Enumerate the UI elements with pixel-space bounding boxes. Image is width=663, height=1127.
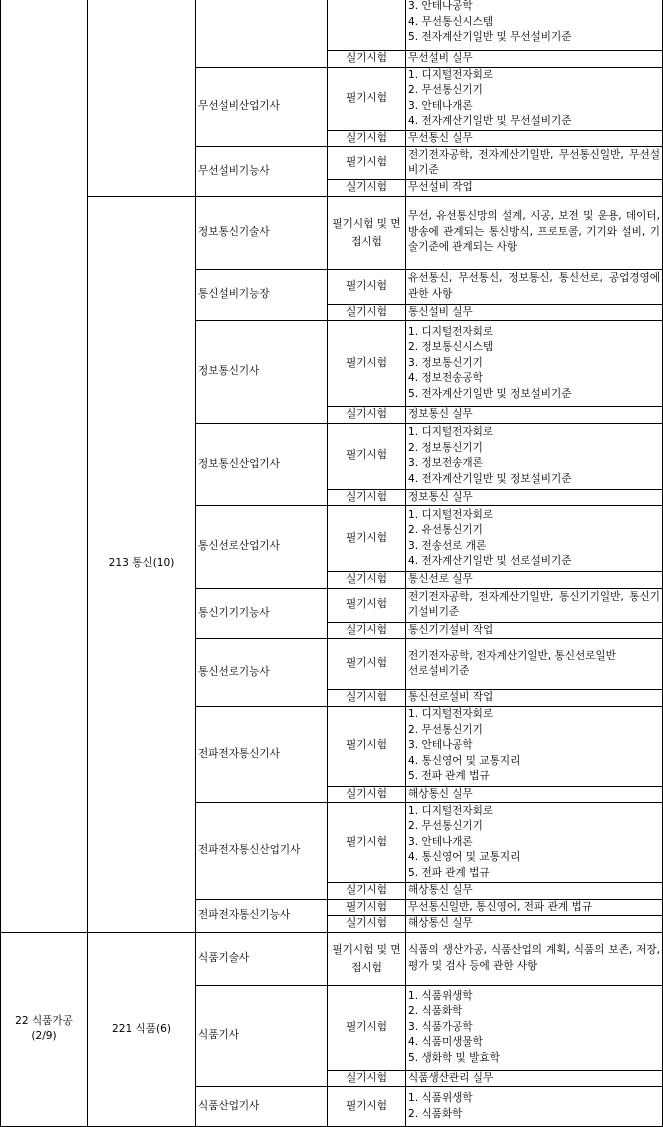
exam-type-written: 필기시험 xyxy=(328,147,406,180)
exam-type-practical: 실기시험 xyxy=(328,407,406,424)
subject-cell xyxy=(406,304,663,321)
subject-line: 3. 안테나개론 xyxy=(408,99,473,112)
exam-type-written: 필기시험 xyxy=(328,899,406,916)
exam-type-practical: 실기시험 xyxy=(328,916,406,933)
subject-cell xyxy=(406,572,663,589)
exam-type-practical: 실기시험 xyxy=(328,130,406,147)
exam-type-written: 필기시험 xyxy=(328,506,406,572)
qualification-name: 통신기기기능사 xyxy=(196,588,328,639)
subject-line: 4. 전자계산기일반 및 선로설비기준 xyxy=(408,555,572,567)
subject-line: 무선통신 실무 xyxy=(408,131,473,144)
subject-cell xyxy=(406,51,663,68)
subject-line: 4. 전자계산기일반 및 정보설비기준 xyxy=(408,472,572,485)
subject-line: 3. 전송선로 개론 xyxy=(408,539,487,552)
subject-line: 1. 디지털전자회로 xyxy=(408,804,494,817)
subject-cell xyxy=(406,147,663,180)
subject-line: 5. 전자계산기일반 및 무선설비기준 xyxy=(408,31,572,44)
subject-line: 1. 디지털전자회로 xyxy=(408,708,494,721)
subject-cell xyxy=(406,407,663,424)
subject-line: 4. 무선통신시스템 xyxy=(408,15,494,28)
subject-line: 4. 정보전송공학 xyxy=(408,372,483,385)
exam-type-practical: 실기시험 xyxy=(328,572,406,589)
subject-line: 선로설비기준 xyxy=(408,665,470,677)
subject-line: 2. 무선통신기기 xyxy=(408,723,483,736)
exam-type-written: 필기시험 xyxy=(328,639,406,690)
subject-cell xyxy=(406,489,663,506)
subject-line: 2. 식품화학 xyxy=(408,1107,463,1120)
qualification-name: 통신선로산업기사 xyxy=(196,506,328,589)
subject-line: 3. 정보통신기기 xyxy=(408,356,483,369)
exam-type-written: 필기시험 xyxy=(328,706,406,786)
subject-cell xyxy=(406,899,663,916)
subject-line: 무선통신일반, 통신영어, 전파 관계 법규 xyxy=(408,900,592,913)
qualification-name: 식품기사 xyxy=(196,985,328,1087)
subject-cell xyxy=(406,883,663,900)
subject-cell xyxy=(406,622,663,639)
subject-line: 3. 정보전송개론 xyxy=(408,457,483,469)
subject-line: 2. 유선통신기기 xyxy=(408,524,483,536)
subject-cell xyxy=(406,803,663,883)
exam-type-written: 필기시험 xyxy=(328,269,406,304)
subject-line: 식품생산관리 실무 xyxy=(408,1071,494,1084)
subject-line: 유선통신, 무선통신, 정보통신, 통신선로, 공업경영에 관한 사항 xyxy=(408,272,660,300)
qualification-name xyxy=(196,0,328,67)
qualification-name: 전파전자통신기사 xyxy=(196,706,328,803)
exam-type-practical: 실기시험 xyxy=(328,51,406,68)
subject-cell xyxy=(406,786,663,803)
subject-cell xyxy=(406,180,663,197)
qualification-name: 통신선로기능사 xyxy=(196,639,328,707)
subject-line: 통신선로 실무 xyxy=(408,573,473,585)
subject-line: 1. 디지털전자회로 xyxy=(408,508,494,521)
qualification-name: 식품기술사 xyxy=(196,932,328,985)
exam-type-written: 필기시험 xyxy=(328,588,406,622)
subject-cell xyxy=(406,423,663,489)
subject-line: 무선설비 실무 xyxy=(408,52,473,64)
qualification-name: 무선설비기능사 xyxy=(196,147,328,197)
exam-type-practical: 실기시험 xyxy=(328,304,406,321)
exam-type-written: 필기시험 xyxy=(328,985,406,1070)
minor-category-cell: 221 식품(6) xyxy=(88,932,196,1127)
qualification-name: 통신설비기능장 xyxy=(196,269,328,321)
exam-type-practical: 실기시험 xyxy=(328,883,406,900)
major-category-cell xyxy=(1,0,88,932)
subject-line: 3. 식품가공학 xyxy=(408,1020,473,1033)
subject-cell xyxy=(406,321,663,407)
subject-line: 통신설비 실무 xyxy=(408,305,473,318)
exam-type-written: 필기시험 xyxy=(328,423,406,489)
exam-type-cell xyxy=(328,0,406,51)
subject-cell xyxy=(406,690,663,707)
subject-line: 2. 무선통신기기 xyxy=(408,820,483,833)
subject-line: 4. 식품미생물학 xyxy=(408,1036,483,1049)
qualification-name: 정보통신기술사 xyxy=(196,196,328,269)
subject-line: 해상통신 실무 xyxy=(408,787,473,800)
exam-type-practical: 실기시험 xyxy=(328,180,406,197)
subject-cell xyxy=(406,67,663,130)
subject-line: 무선, 유선통신망의 설계, 시공, 보전 및 운용, 데이터, 방송에 관계되는 통신방식, 프로토콜, 기기와 설비, 기술기준에 관계되는 사항 xyxy=(408,210,660,254)
exam-type-written-interview: 필기시험 및 면접시험 xyxy=(328,196,406,269)
qualification-name: 전파전자통신산업기사 xyxy=(196,803,328,900)
exam-type-written: 필기시험 xyxy=(328,1087,406,1127)
exam-type-written: 필기시험 xyxy=(328,803,406,883)
subject-line: 정보통신 실무 xyxy=(408,490,473,503)
subject-cell xyxy=(406,130,663,147)
qualification-name: 정보통신기사 xyxy=(196,321,328,424)
subject-cell xyxy=(406,588,663,622)
subject-cell xyxy=(406,269,663,304)
subject-line: 3. 안테나공학 xyxy=(408,0,473,13)
major-category-cell: 22 식품가공 (2/9) xyxy=(1,932,88,1127)
subject-line: 식품의 생산가공, 식품산업의 계획, 식품의 보존, 저장, 평가 및 검사 등에 관한 사항 xyxy=(408,944,660,972)
subject-cell xyxy=(406,0,663,51)
subject-line: 1. 식품위생학 xyxy=(408,1092,473,1104)
qualification-name: 식품산업기사 xyxy=(196,1087,328,1127)
subject-line: 4. 통신영어 및 교통지리 xyxy=(408,754,521,767)
subject-line: 4. 통신영어 및 교통지리 xyxy=(408,851,521,864)
subject-cell xyxy=(406,932,663,985)
subject-line: 1. 디지털전자회로 xyxy=(408,68,494,81)
subject-line: 4. 전자계산기일반 및 무선설비기준 xyxy=(408,115,572,127)
subject-cell xyxy=(406,639,663,690)
exam-type-practical: 실기시험 xyxy=(328,690,406,707)
subject-line: 통신기기설비 작업 xyxy=(408,623,494,636)
subject-line: 3. 안테나개론 xyxy=(408,835,473,848)
exam-type-practical: 실기시험 xyxy=(328,1070,406,1087)
minor-category-cell: 213 통신(10) xyxy=(88,196,196,932)
subject-line: 5. 전파 관계 법규 xyxy=(408,770,490,783)
exam-type-written: 필기시험 xyxy=(328,67,406,130)
subject-cell xyxy=(406,1070,663,1087)
subject-line: 2. 정보통신기기 xyxy=(408,441,483,454)
subject-line: 정보통신 실무 xyxy=(408,408,473,420)
subject-cell xyxy=(406,985,663,1070)
subject-line: 무선설비 작업 xyxy=(408,181,473,193)
subject-line: 5. 전파 관계 법규 xyxy=(408,866,490,879)
subject-cell xyxy=(406,1087,663,1127)
subject-cell xyxy=(406,196,663,269)
exam-type-practical: 실기시험 xyxy=(328,489,406,506)
exam-type-written: 필기시험 xyxy=(328,321,406,407)
subject-cell xyxy=(406,706,663,786)
subject-line: 2. 무선통신기기 xyxy=(408,84,483,96)
subject-line: 2. 정보통신시스템 xyxy=(408,341,494,354)
subject-line: 전기전자공학, 전자계산기일반, 통신선로일반 xyxy=(408,649,616,662)
qualification-name: 무선설비산업기사 xyxy=(196,67,328,147)
subject-line: 3. 안테나공학 xyxy=(408,739,473,752)
subject-line: 1. 식품위생학 xyxy=(408,989,473,1002)
subject-line: 2. 식품화학 xyxy=(408,1005,463,1018)
subject-line: 해상통신 실무 xyxy=(408,884,473,896)
subject-line: 전기전자공학, 전자계산기일반, 통신기기일반, 통신기기설비기준 xyxy=(408,590,660,618)
exam-type-practical: 실기시험 xyxy=(328,786,406,803)
subject-line: 전기전자공학, 전자계산기일반, 무선통신일반, 무선설비기준 xyxy=(408,148,660,176)
subject-line: 5. 생화학 및 발효학 xyxy=(408,1051,500,1064)
qualification-name: 전파전자통신기능사 xyxy=(196,899,328,932)
subject-line: 1. 디지털전자회로 xyxy=(408,325,494,338)
subject-line: 통신선로설비 작업 xyxy=(408,691,494,703)
qualification-name: 정보통신산업기사 xyxy=(196,423,328,506)
subject-line: 1. 디지털전자회로 xyxy=(408,426,494,438)
subject-cell xyxy=(406,506,663,572)
subject-line: 해상통신 실무 xyxy=(408,917,473,929)
exam-type-practical: 실기시험 xyxy=(328,622,406,639)
minor-category-cell xyxy=(88,0,196,196)
subject-line: 5. 전자계산기일반 및 정보설비기준 xyxy=(408,387,572,400)
exam-type-written-interview: 필기시험 및 면접시험 xyxy=(328,932,406,985)
subject-cell xyxy=(406,916,663,933)
